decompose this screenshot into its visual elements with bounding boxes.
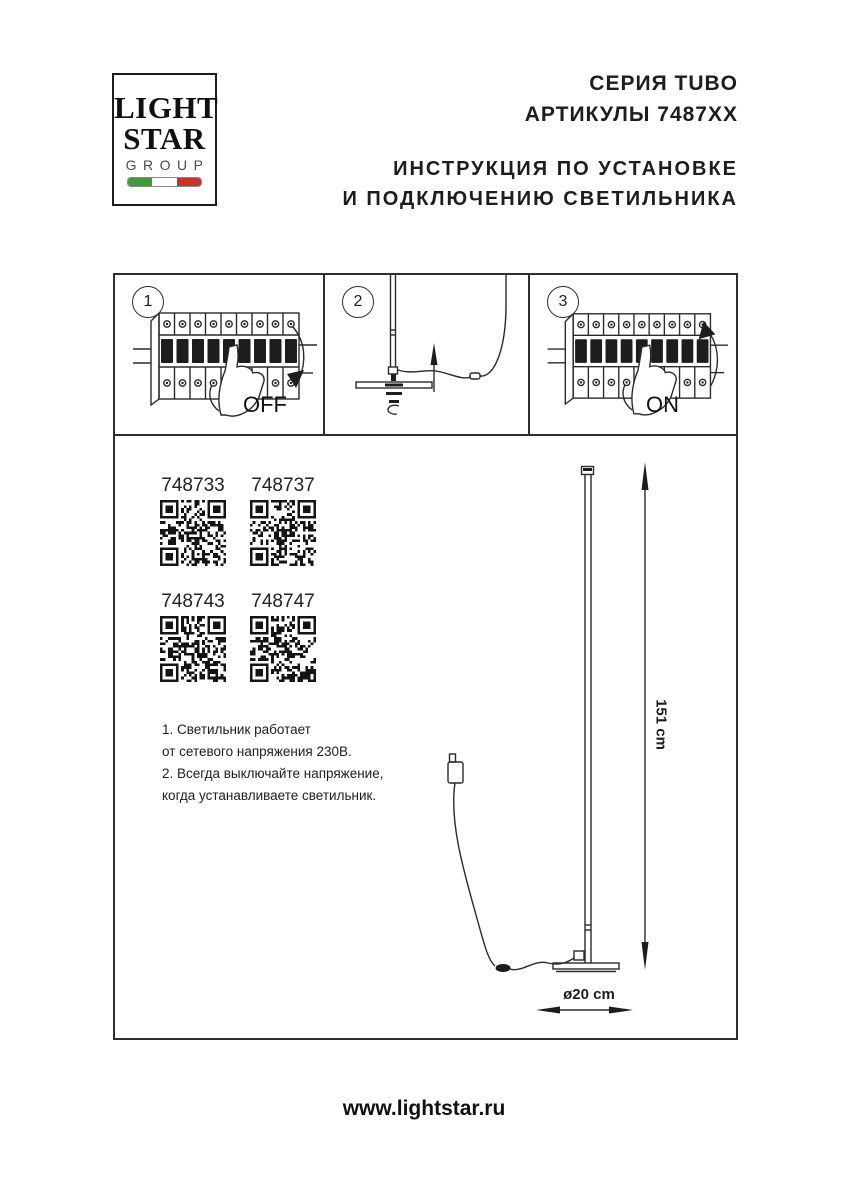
website-url: www.lightstar.ru (342, 1097, 506, 1120)
article-number: 748737 (251, 475, 315, 496)
articles-title: АРТИКУЛЫ 7487XX (524, 103, 738, 126)
step-on-label: ON (646, 392, 679, 417)
step-number-badge: 3 (547, 286, 579, 318)
flag-green (128, 178, 152, 186)
article-number: 748747 (251, 591, 315, 612)
logo-text-light: LIGHT (114, 90, 219, 125)
flag-white (152, 178, 176, 186)
instruction-title (342, 154, 738, 214)
diameter-dimension-label: ø20 cm (563, 986, 615, 1003)
lightstar-logo (112, 73, 217, 206)
note-line: от сетевого напряжения 230В. (162, 744, 352, 759)
logo-text-group: GROUP (125, 157, 210, 173)
floor-lamp-illustration (115, 275, 736, 1038)
note-line: 2. Всегда выключайте напряжение, (162, 766, 384, 781)
series-title: СЕРИЯ TUBO (589, 72, 738, 95)
note-line: когда устанавливаете светильник. (162, 788, 377, 803)
step-off-label: OFF (243, 392, 287, 417)
article-number: 748743 (161, 591, 225, 612)
instruction-title-line2: И ПОДКЛЮЧЕНИЮ СВЕТИЛЬНИКА (342, 188, 738, 210)
article-number: 748733 (161, 475, 225, 496)
flag-red (177, 178, 201, 186)
italian-flag-stripe (127, 177, 202, 187)
instruction-title-line1: ИНСТРУКЦИЯ ПО УСТАНОВКЕ (393, 158, 738, 180)
header (342, 68, 738, 214)
step-number-badge: 2 (342, 286, 374, 318)
logo-text-star: STAR (123, 121, 206, 156)
main-frame (113, 273, 738, 1040)
height-dimension-label: 151 cm (652, 699, 670, 750)
note-line: 1. Светильник работает (162, 722, 311, 737)
step-number-badge: 1 (132, 286, 164, 318)
